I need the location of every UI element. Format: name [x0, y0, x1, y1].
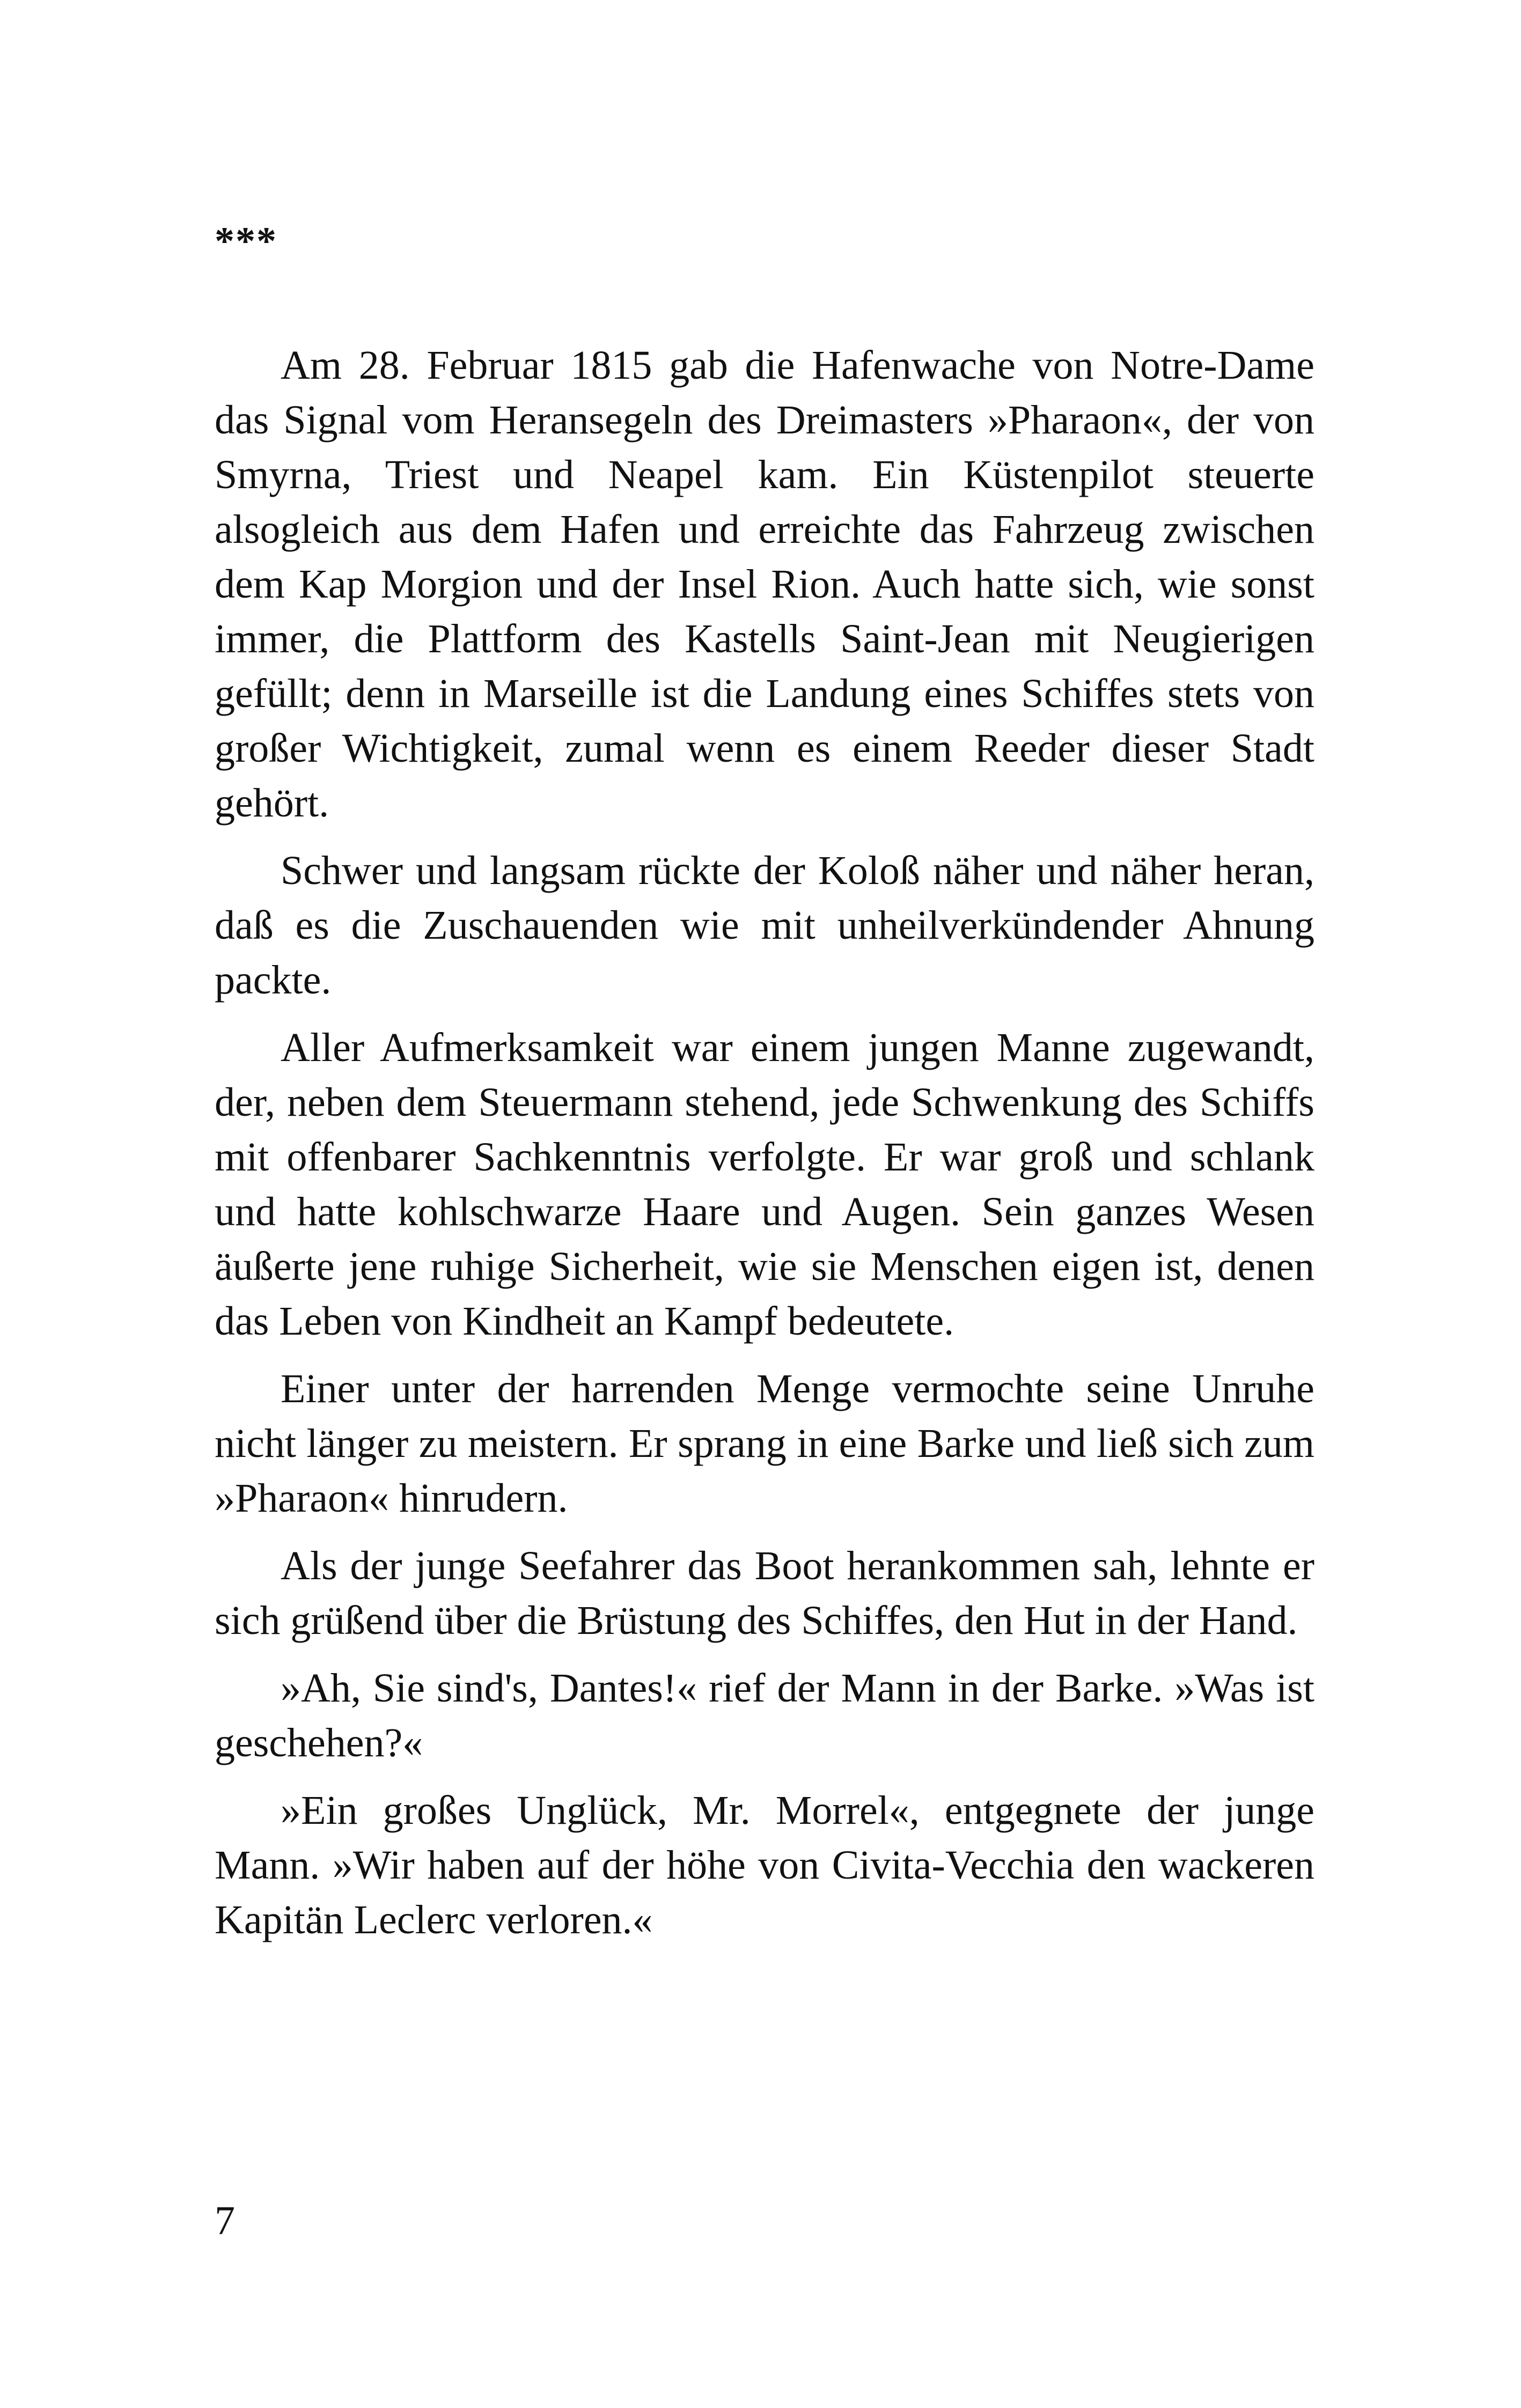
paragraph: Aller Aufmerksamkeit war einem jungen Manne zugewandt, der, neben dem Steuermann stehend, jede Schwenkung des Schiffs mit offenbarer Sachkenntnis verfolgte. Er war groß und schlank und hatte kohlschwarze Haare und Augen. Sein ganzes Wesen äußerte jene ruhige Sicherheit, wie sie Menschen eigen ist, denen das Leben von Kindheit an Kampf bedeutete. — [215, 1025, 1314, 1344]
page-number: 7 — [215, 2198, 235, 2243]
paragraph: Als der junge Seefahrer das Boot herankommen sah, lehnte er sich grüßend über die Brüstung des Schiffes, den Hut in der Hand. — [215, 1543, 1314, 1643]
section-break-mark: *** — [215, 219, 277, 263]
body-text — [215, 338, 1314, 1960]
paragraph: Schwer und langsam rückte der Koloß näher und näher heran, daß es die Zuschauenden wie mit unheilverkündender Ahnung packte. — [215, 848, 1314, 1003]
paragraph: Am 28. Februar 1815 gab die Hafenwache von Notre-Dame das Signal vom Heransegeln des Dreimasters »Pharaon«, der von Smyrna, Triest und Neapel kam. Ein Küstenpilot steuerte alsogleich aus dem Hafen und erreichte das Fahrzeug zwischen dem Kap Morgion und der Insel Rion. Auch hatte sich, wie sonst immer, die Plattform des Kastells Saint-Jean mit Neugierigen gefüllt; denn in Marseille ist die Landung eines Schiffes stets von großer Wichtigkeit, zumal wenn es einem Reeder dieser Stadt gehört. — [215, 343, 1314, 826]
paragraph: »Ah, Sie sind's, Dantes!« rief der Mann in der Barke. »Was ist geschehen?« — [215, 1666, 1314, 1765]
paragraph: »Ein großes Unglück, Mr. Morrel«, entgegnete der junge Mann. »Wir haben auf der höhe von Civita-Vecchia den wackeren Kapitän Leclerc verloren.« — [215, 1788, 1314, 1942]
paragraph: Einer unter der harrenden Menge vermochte seine Unruhe nicht länger zu meistern. Er sprang in eine Barke und ließ sich zum »Pharaon« hinrudern. — [215, 1366, 1314, 1521]
